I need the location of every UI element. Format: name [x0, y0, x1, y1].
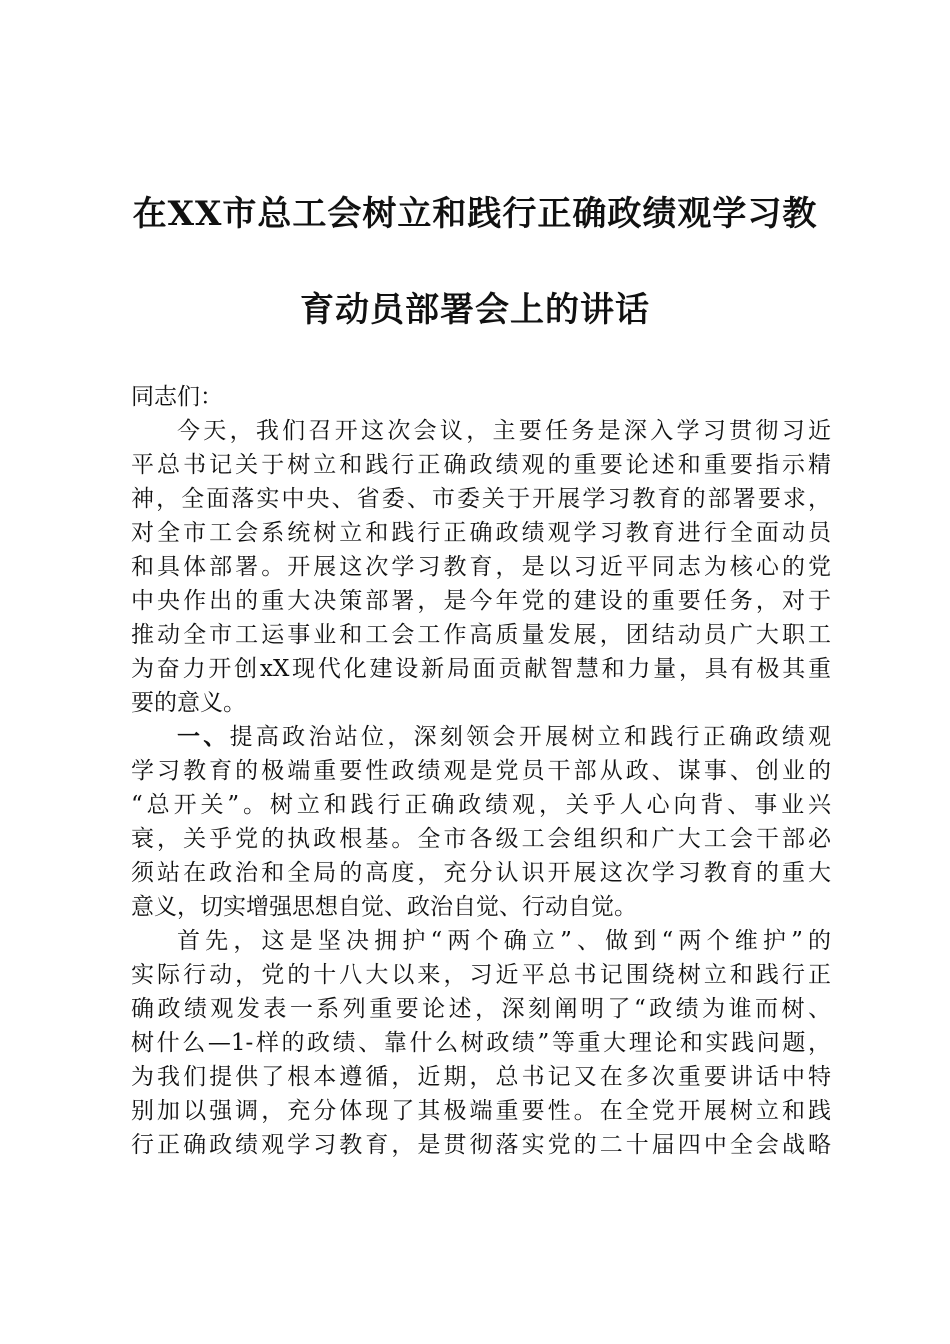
salutation: 同志们：	[131, 384, 223, 410]
para1-line: 推动全市工运事业和工会工作高质量发展，团结动员广大职工	[131, 622, 831, 648]
document-body	[131, 380, 831, 1162]
para3-line: 别加以强调，充分体现了其极端重要性。在全党开展树立和践	[131, 1098, 831, 1124]
section-heading-number: 一、	[177, 723, 230, 750]
para1-line: 今天，我们召开这次会议，主要任务是深入学习贯彻习近	[177, 418, 831, 444]
document-title-line-1: 在XX市总工会树立和践行正确政绩观学习教	[132, 194, 818, 234]
para1-line: 对全市工会系统树立和践行正确政绩观学习教育进行全面动员	[131, 520, 831, 546]
para3-line: 首先，这是坚决拥护“两个确立”、做到“两个维护”的	[177, 928, 831, 954]
para3-line: 实际行动，党的十八大以来，习近平总书记围绕树立和践行正	[131, 962, 831, 988]
para1-line: 中央作出的重大决策部署，是今年党的建设的重要任务，对于	[131, 588, 831, 614]
para1-line: 要的意义。	[131, 690, 246, 716]
para2-line: 须站在政治和全局的高度，充分认识开展这次学习教育的重大	[131, 860, 831, 886]
para1-line: 和具体部署。开展这次学习教育，是以习近平同志为核心的党	[131, 554, 831, 580]
para3-line: 树什么—1-样的政绩、靠什么树政绩”等重大理论和实践问题，	[131, 1030, 831, 1056]
para3-line: 确政绩观发表一系列重要论述，深刻阐明了“政绩为谁而树、	[131, 996, 831, 1022]
section-heading-text: 提高政治站位，深刻领会开展树立和践行正确政绩观	[229, 724, 831, 750]
para1-line: 为奋力开创xX现代化建设新局面贡献智慧和力量，具有极其重	[131, 656, 831, 682]
para2-line: 意义，切实增强思想自觉、政治自觉、行动自觉。	[131, 894, 637, 920]
para1-line: 神，全面落实中央、省委、市委关于开展学习教育的部署要求，	[131, 486, 831, 512]
document-title-line-2: 育动员部署会上的讲话	[300, 290, 650, 330]
para2-line: 衰，关乎党的执政根基。全市各级工会组织和广大工会干部必	[131, 826, 831, 852]
para2-line: “总开关”。树立和践行正确政绩观，关乎人心向背、事业兴	[131, 792, 831, 818]
para3-line: 为我们提供了根本遵循，近期，总书记又在多次重要讲话中特	[131, 1064, 831, 1090]
para1-line: 平总书记关于树立和践行正确政绩观的重要论述和重要指示精	[131, 452, 831, 478]
para3-line: 行正确政绩观学习教育，是贯彻落实党的二十届四中全会战略	[131, 1132, 831, 1158]
para2-first-line	[131, 720, 831, 754]
para2-line: 学习教育的极端重要性政绩观是党员干部从政、谋事、创业的	[131, 758, 831, 784]
